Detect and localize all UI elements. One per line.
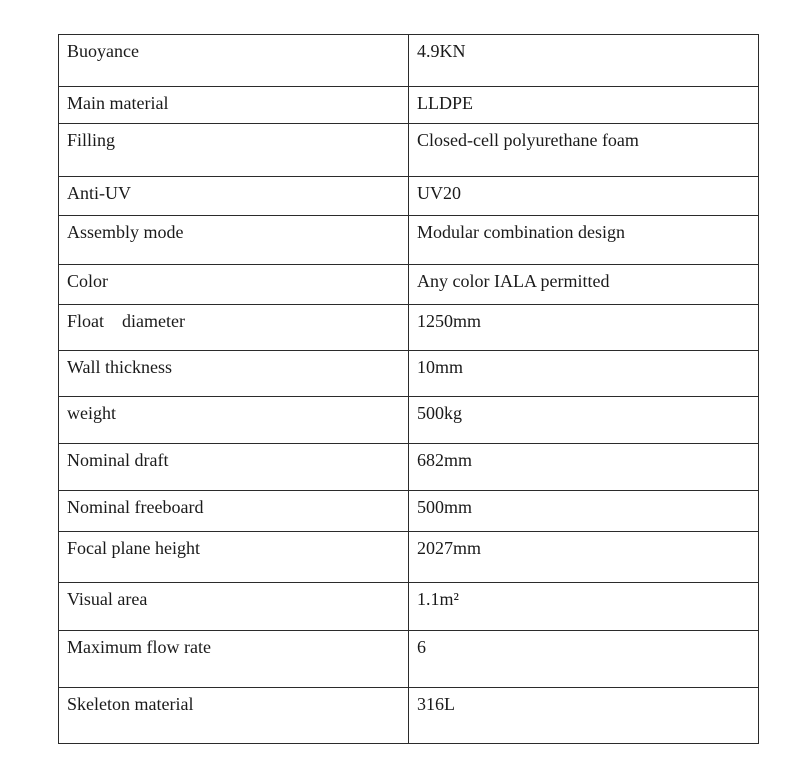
spec-value: 316L [409,688,759,744]
spec-value: UV20 [409,177,759,216]
table-row [59,35,759,87]
table-row [59,305,759,351]
spec-label: Maximum flow rate [59,631,409,688]
table-row [59,397,759,444]
spec-value: 2027mm [409,532,759,583]
spec-label: Buoyance [59,35,409,87]
table-row [59,265,759,305]
spec-label: Assembly mode [59,216,409,265]
spec-label: weight [59,397,409,444]
table-row [59,583,759,631]
spec-value: Closed-cell polyurethane foam [409,124,759,177]
spec-label: Anti-UV [59,177,409,216]
table-row [59,532,759,583]
spec-label: Focal plane height [59,532,409,583]
table-row [59,177,759,216]
spec-label: Skeleton material [59,688,409,744]
spec-value: 10mm [409,351,759,397]
table-row [59,87,759,124]
table-row [59,491,759,532]
spec-value: 500mm [409,491,759,532]
table-row [59,351,759,397]
spec-label: Main material [59,87,409,124]
spec-label: Filling [59,124,409,177]
spec-value: 682mm [409,444,759,491]
spec-value: Modular combination design [409,216,759,265]
spec-value: 4.9KN [409,35,759,87]
spec-table [58,34,759,744]
spec-value: 6 [409,631,759,688]
spec-value: 1.1m² [409,583,759,631]
spec-value: 1250mm [409,305,759,351]
spec-label: Float diameter [59,305,409,351]
spec-label: Visual area [59,583,409,631]
spec-label: Nominal draft [59,444,409,491]
table-row [59,216,759,265]
spec-label: Nominal freeboard [59,491,409,532]
table-row [59,688,759,744]
table-row [59,631,759,688]
table-row [59,124,759,177]
spec-label: Color [59,265,409,305]
spec-value: Any color IALA permitted [409,265,759,305]
spec-value: LLDPE [409,87,759,124]
table-row [59,444,759,491]
spec-value: 500kg [409,397,759,444]
spec-label: Wall thickness [59,351,409,397]
